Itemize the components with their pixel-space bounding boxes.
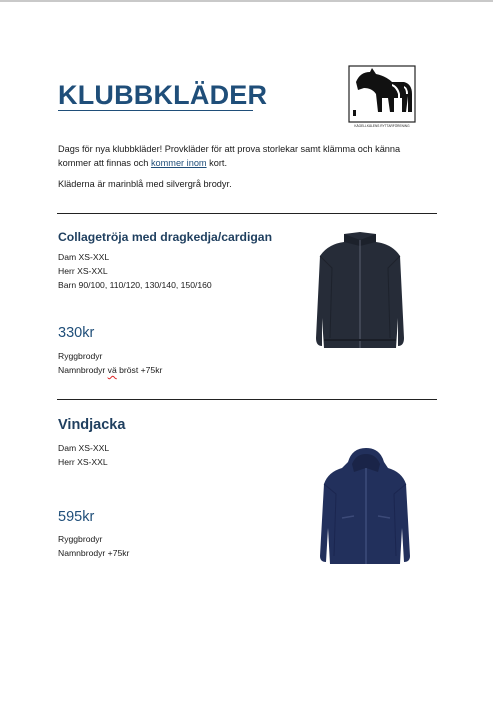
product-sizes-windbreaker: [58, 441, 109, 469]
page-top-border: [0, 0, 493, 2]
document-title: KLUBBKLÄDER: [58, 80, 268, 110]
spellcheck-flag: vä: [107, 365, 117, 375]
product-title-windbreaker: Vindjacka: [58, 417, 126, 433]
club-logo-horse: [346, 64, 420, 130]
product-title-cardigan: Collagetröja med dragkedja/cardigan: [58, 230, 273, 244]
section-divider-1: [57, 213, 437, 214]
product-sizes-cardigan: [58, 250, 212, 292]
size-line: Herr XS-XXL: [58, 266, 108, 276]
logo-caption: KÄGELLKÄLENS RYTTARFÖRENING: [354, 124, 410, 128]
extras-line: Ryggbrodyr: [58, 351, 103, 361]
extras-line: Ryggbrodyr: [58, 534, 103, 544]
product-extras-windbreaker: [58, 532, 129, 560]
size-line: Dam XS-XXL: [58, 252, 110, 262]
color-note: Kläderna är marinblå med silvergrå brodyr.: [58, 179, 232, 189]
hooded-windbreaker-image: [318, 448, 412, 566]
intro-text-1: Dags för nya klubbkläder! Provkläder för att prova storlekar samt klämma och känna kommer att finnas och: [58, 144, 401, 168]
zip-cardigan-image: [312, 228, 408, 352]
intro-paragraph: [58, 142, 428, 170]
intro-text-2: kort.: [206, 158, 228, 168]
intro-link[interactable]: kommer inom: [150, 158, 207, 168]
product-extras-cardigan: [58, 349, 162, 377]
extras-line: Namnbrodyr +75kr: [58, 548, 130, 558]
extras-line: Namnbrodyr vä bröst +75kr: [58, 365, 163, 375]
title-underline: [58, 110, 253, 111]
size-line: Barn 90/100, 110/120, 130/140, 150/160: [58, 280, 212, 290]
product-price-cardigan: 330kr: [58, 325, 95, 341]
section-divider-2: [57, 399, 437, 400]
size-line: Dam XS-XXL: [58, 443, 110, 453]
size-line: Herr XS-XXL: [58, 457, 108, 467]
product-price-windbreaker: 595kr: [58, 509, 95, 525]
